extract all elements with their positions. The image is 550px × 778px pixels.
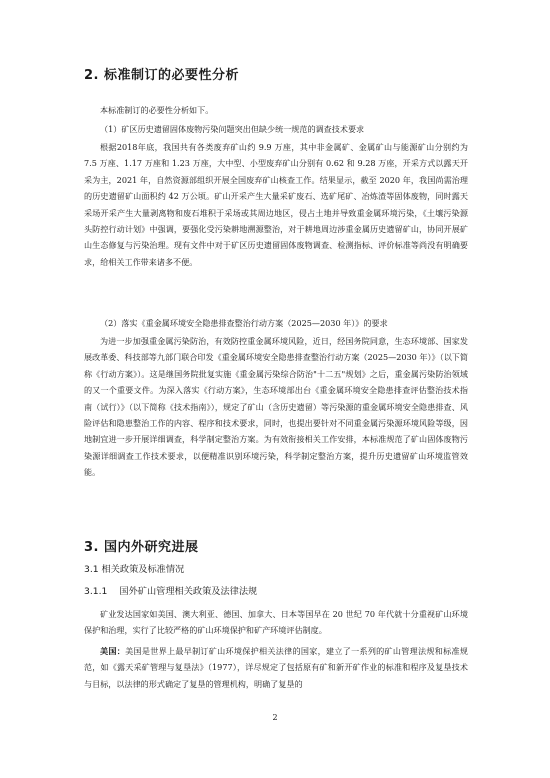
page-number: 2	[272, 713, 278, 722]
subsection-heading-3-1: 3.1 相关政策及标准情况	[84, 564, 185, 575]
item2-body: 为进一步加强重金属污染防治，有效防控重金属环境风险，近日，经国务院同意，生态环境部、国家发展改革委、科技部等九部门联合印发《重金属环境安全隐患排查整治行动方案（2025—2030 年）》（以下简称《行动方案》）。这是继国务院批复实施《重金属污染综合防治"十二五"规划》之后，重金属污染防治领域的又一个重要文件。为深入落实《行动方案》，生态环境部出台《重金属环境安全隐患排查评估整治技术指南（试行）》（以下简称《技术指南》），规定了矿山（含历史遗留）等污染源的重金属环境安全隐患排查、风险评估和隐患整治工作的内容、程序和技术要求，同时，也提出要针对不同重金属污染源环境风险等级，因地制宜进一步开展详细调查，科学制定整治方案。为有效衔接相关工作安排，本标准规范了矿山固体废物污染源详细调查工作技术要求，以便精准识别环境污染，科学制定整治方案，提升历史遗留矿山环境监管效能。	[84, 336, 468, 478]
intro-paragraph: 本标准制订的必要性分析如下。	[100, 105, 214, 115]
subsection-number: 3.1.1	[84, 586, 108, 597]
item1-title: （1）矿区历史遗留固体废物污染问题突出但缺少统一规范的调查技术要求	[100, 124, 365, 134]
section-heading-3: 3. 国内外研究进展	[84, 540, 199, 555]
item2-title: （2）落实《重金属环境安全隐患排查整治行动方案（2025—2030 年）》的要求	[100, 318, 388, 328]
item1-body: 根据2018年底，我国共有各类废弃矿山约 9.9 万座，其中非金属矿、金属矿山与能源矿山分别约为 7.5 万座、1.17 万座和 1.23 万座，大中型、小型废弃矿山分别有 0.62 和 9.28 万座，开采方式以露天开采为主，2021 年，自然资源部组织开展全国废弃矿山核查工作。结果显示，截至 2020 年，我国尚需治理的历史遗留矿山面积约 42 万公顷。矿山开采产生大量采矿废石、选矿尾矿、冶炼渣等固体废物，同时露天采场开采产生大量剥离物和废石堆积于采场或其周边地区，侵占土地并导致重金属环境污染，《土壤污染源头防控行动计划》中强调，要强化受污染耕地溯源整治，对于耕地周边涉重金属历史遗留矿山，协同开展矿山生态修复与污染治理。现有文件中对于矿区历史遗留固体废物调查、检测指标、评价标准等尚没有明确要求，给相关工作带来诸多不便。	[84, 142, 468, 267]
subsection-heading-3-1-1	[84, 583, 257, 597]
subsection-title: 国外矿山管理相关政策及法律法规	[119, 586, 258, 597]
paragraph-usa-lead: 美国：	[100, 646, 126, 656]
section-heading-2: 2. 标准制订的必要性分析	[84, 68, 240, 83]
paragraph-usa-body: 美国是世界上最早制订矿山环境保护相关法律的国家，建立了一系列的矿山管理法规和标准规范，如《露天采矿管理与复垦法》（1977），详尽规定了包括原有矿和新开矿作业的标准和程序及复垦技术与目标，以法律的形式确定了复垦的管理机构，明确了复垦的	[84, 646, 468, 689]
paragraph-overview: 矿业发达国家如美国、澳大利亚、德国、加拿大、日本等国早在 20 世纪 70 年代就十分重视矿山环境保护和治理，实行了比较严格的矿山环境保护和矿产环境评估制度。	[84, 609, 468, 636]
paragraph-usa	[84, 643, 468, 692]
